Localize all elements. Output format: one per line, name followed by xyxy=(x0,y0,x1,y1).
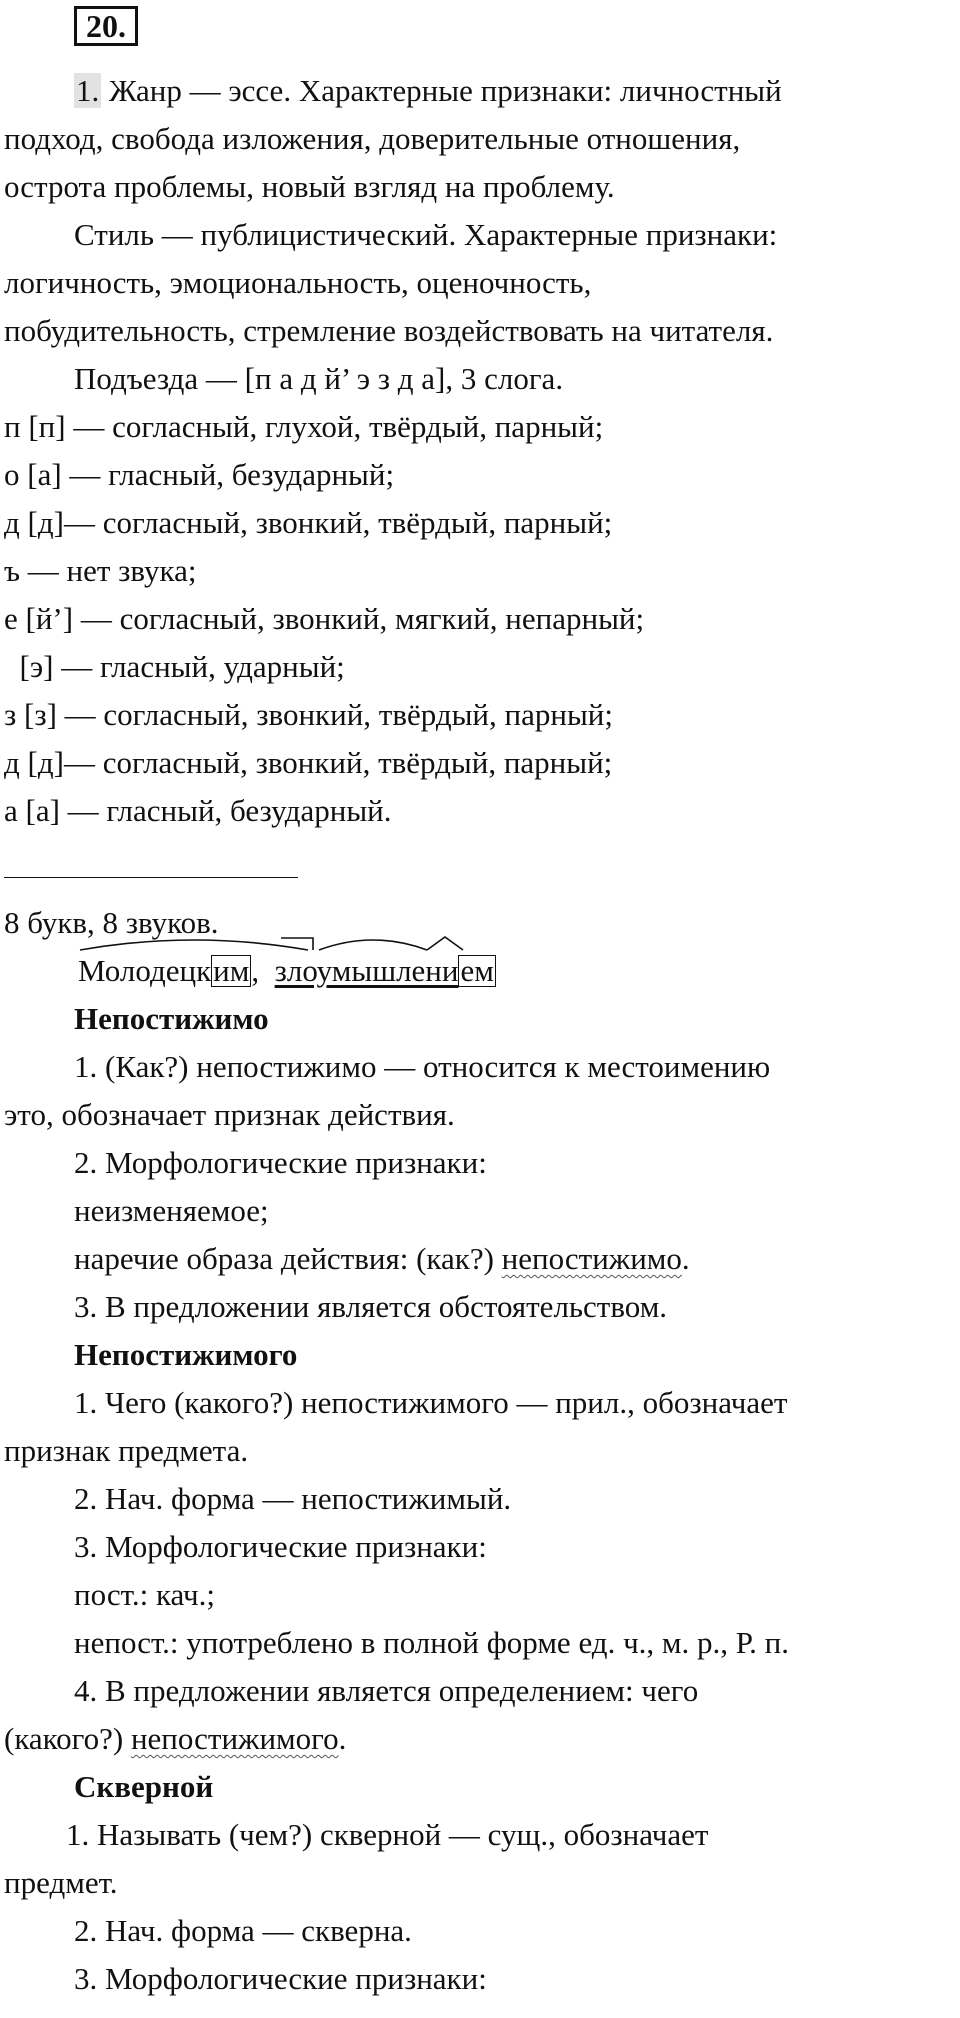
wavy-underlined-word: непостижимо xyxy=(501,1241,682,1276)
style-line-1: Стиль — публицистический. Характерные признаки: xyxy=(74,217,778,252)
separator-rule xyxy=(4,877,298,878)
prefix-mark-icon xyxy=(279,934,315,952)
task-number-box: 20. xyxy=(74,6,138,46)
word1-ending: им xyxy=(213,953,250,988)
word-c-p1-line1: 1. Называть (чем?) скверной — сущ., обозначает xyxy=(66,1817,709,1852)
word-c-p1-line2: предмет. xyxy=(4,1865,118,1900)
morpheme-word-2 xyxy=(275,950,496,992)
genre-line-3: острота проблемы, новый взгляд на проблему. xyxy=(4,169,615,204)
phonetic-row: д [д]— согласный, звонкий, твёрдый, парный; xyxy=(4,505,613,540)
morpheme-line xyxy=(78,950,496,992)
phonetic-summary: 8 букв, 8 звуков. xyxy=(4,905,219,940)
morpheme-separator: , xyxy=(251,953,267,988)
word-a-p2-b: наречие образа действия: (как?) непостижимо. xyxy=(74,1241,690,1276)
wavy-underlined-word: непостижимого xyxy=(130,1721,339,1756)
word-b-p2: 2. Нач. форма — непостижимый. xyxy=(74,1481,512,1516)
phonetic-row: [э] — гласный, ударный; xyxy=(4,649,345,684)
heading-word-b: Непостижимого xyxy=(74,1337,298,1372)
heading-word-c: Скверной xyxy=(74,1769,214,1804)
word-c-p3: 3. Морфологические признаки: xyxy=(74,1961,487,1996)
item-marker: 1. xyxy=(76,73,100,108)
word-b-p1-line2: признак предмета. xyxy=(4,1433,249,1468)
word-b-p1-line1: 1. Чего (какого?) непостижимого — прил., обозначает xyxy=(74,1385,788,1420)
word2-ending: ем xyxy=(460,953,494,988)
morpheme-word-1 xyxy=(78,950,251,992)
word-b-p3-a: пост.: кач.; xyxy=(74,1577,216,1612)
word-c-p2: 2. Нач. форма — скверна. xyxy=(74,1913,412,1948)
genre-line-2: подход, свобода изложения, доверительные отношения, xyxy=(4,121,741,156)
suffix-mark-icon xyxy=(425,934,465,952)
phonetic-row: о [а] — гласный, безударный; xyxy=(4,457,395,492)
phonetic-row: ъ — нет звука; xyxy=(4,553,197,588)
phonetic-row: з [з] — согласный, звонкий, твёрдый, парный; xyxy=(4,697,613,732)
root-arc-icon xyxy=(317,936,429,952)
style-line-3: побудительность, стремление воздействовать на читателя. xyxy=(4,313,774,348)
word-a-p2-a: неизменяемое; xyxy=(74,1193,269,1228)
phonetic-row: а [а] — гласный, безударный. xyxy=(4,793,392,828)
genre-line-1: 1. Жанр — эссе. Характерные признаки: личностный xyxy=(76,73,782,108)
word-b-p4-line2: (какого?) непостижимого. xyxy=(4,1721,347,1756)
style-line-2: логичность, эмоциональность, оценочность, xyxy=(4,265,592,300)
word-b-p3: 3. Морфологические признаки: xyxy=(74,1529,487,1564)
heading-word-a: Непостижимо xyxy=(74,1001,269,1036)
word-a-p1-line1: 1. (Как?) непостижимо — относится к местоимению xyxy=(74,1049,771,1084)
word-a-p2: 2. Морфологические признаки: xyxy=(74,1145,487,1180)
word-a-p3: 3. В предложении является обстоятельством. xyxy=(74,1289,668,1324)
phonetic-row: е [й’] — согласный, звонкий, мягкий, непарный; xyxy=(4,601,645,636)
word-b-p4-line1: 4. В предложении является определением: чего xyxy=(74,1673,699,1708)
word2-stem: злоумышлени xyxy=(274,953,459,988)
word1-stem: Молодецк xyxy=(78,953,212,988)
phonetic-row: д [д]— согласный, звонкий, твёрдый, парный; xyxy=(4,745,613,780)
phonetic-title: Подъезда — [п а д й’ э з д а], 3 слога. xyxy=(74,361,564,396)
word-a-p1-line2: это, обозначает признак действия. xyxy=(4,1097,455,1132)
phonetic-row: п [п] — согласный, глухой, твёрдый, парный; xyxy=(4,409,604,444)
word-b-p3-b: непост.: употреблено в полной форме ед. ч., м. р., Р. п. xyxy=(74,1625,789,1660)
